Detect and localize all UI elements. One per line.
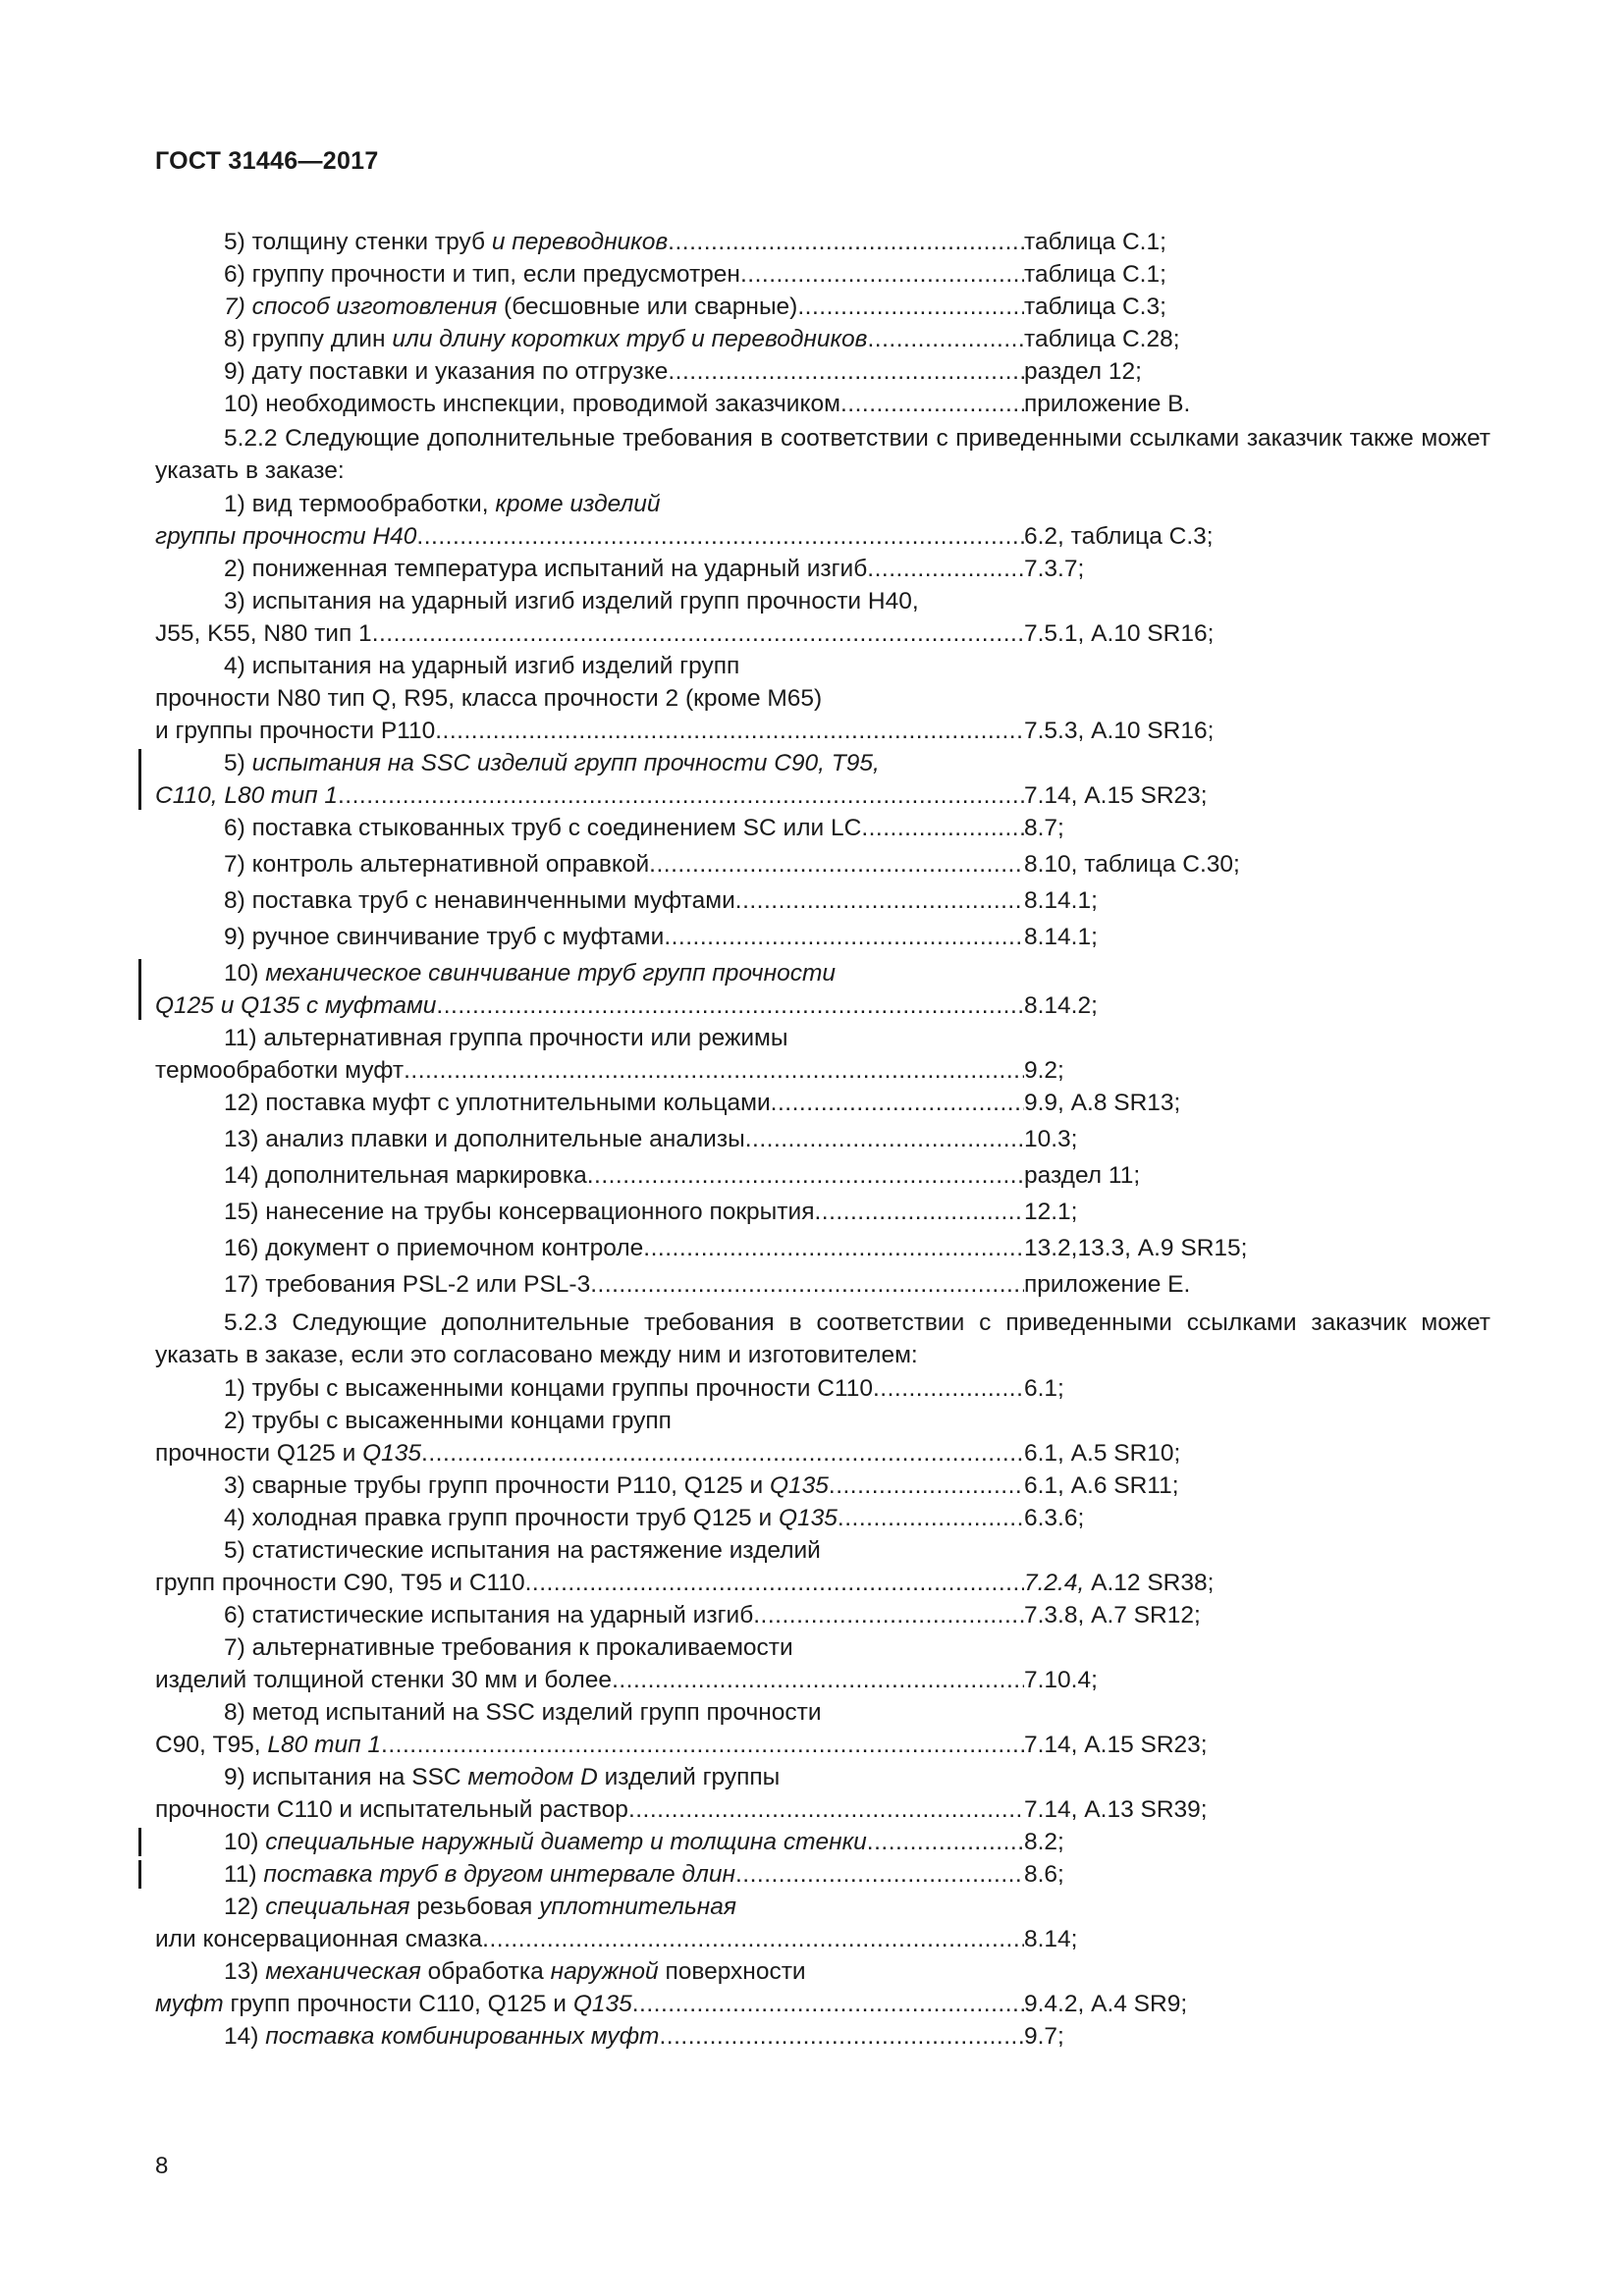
reference: приложение Е. [1024, 1271, 1191, 1298]
dot-leader [155, 1858, 1024, 1891]
list-item [155, 355, 1490, 388]
list-item [155, 1599, 1490, 1631]
list-item-line [155, 355, 1490, 388]
list-item [155, 226, 1490, 258]
list-item-text: Q125 и Q135 с муфтами [155, 992, 437, 1019]
list-item-text: прочности N80 тип Q, R95, класса прочности 2 (кроме М65) [155, 685, 823, 712]
list-item-text: 3) испытания на ударный изгиб изделий групп прочности Н40, [224, 588, 919, 614]
list-item [155, 1123, 1490, 1159]
list-item-text: 13) механическая обработка наружной поверхности [224, 1958, 806, 1985]
list-item [155, 1196, 1490, 1232]
reference: таблица С.1; [1024, 261, 1166, 288]
list-item-line [155, 553, 1490, 585]
list-item [155, 1405, 1490, 1469]
list-item-line [155, 258, 1490, 291]
list-item-line [155, 1502, 1490, 1534]
list-item-line [155, 812, 1490, 848]
list-item-line [155, 1372, 1490, 1405]
list-item-line [155, 1196, 1490, 1232]
list-item [155, 1955, 1490, 2020]
list-item [155, 1502, 1490, 1534]
list-item-line [155, 1437, 1490, 1469]
reference: 8.14.1; [1024, 924, 1098, 950]
list-item-line [155, 779, 1490, 812]
list-item [155, 1858, 1490, 1891]
list-item [155, 848, 1490, 884]
list-item-line [155, 1793, 1490, 1826]
reference: 7.5.3, А.10 SR16; [1024, 718, 1215, 744]
list-item-line [155, 1087, 1490, 1123]
list-item-line [155, 1599, 1490, 1631]
list-item [155, 2020, 1490, 2053]
order-info-list [155, 226, 1490, 420]
list-item-line [155, 1159, 1490, 1196]
list-item-text: 15) нанесение на трубы консервационного покрытия [224, 1199, 815, 1225]
dot-leader [155, 553, 1024, 585]
dot-leader [155, 921, 1024, 953]
reference: 7.10.4; [1024, 1667, 1098, 1693]
additional-requirements-list [155, 488, 1490, 1305]
reference: 12.1; [1024, 1199, 1078, 1225]
list-item-line [155, 1923, 1490, 1955]
list-item-line [155, 1268, 1490, 1305]
list-item-text: 7) способ изготовления (бесшовные или сварные) [224, 294, 798, 320]
list-item-text: 4) холодная правка групп прочности труб Q125 и Q135 [224, 1505, 838, 1531]
change-bar [138, 959, 141, 1020]
document-header: ГОСТ 31446—2017 [155, 147, 379, 175]
list-item-text: 1) трубы с высаженными концами группы прочности С110 [224, 1375, 873, 1402]
list-item-text: 2) пониженная температура испытаний на ударный изгиб [224, 556, 868, 582]
reference: 10.3; [1024, 1126, 1078, 1152]
reference: 8.7; [1024, 815, 1064, 841]
dot-leader [155, 1729, 1024, 1761]
dot-leader [155, 355, 1024, 388]
reference: 6.2, таблица С.3; [1024, 523, 1214, 550]
reference: 6.3.6; [1024, 1505, 1085, 1531]
dot-leader [155, 1923, 1024, 1955]
list-item-line [155, 1232, 1490, 1268]
list-item-text: С90, Т95, L80 тип 1 [155, 1732, 382, 1758]
list-item-text: 14) поставка комбинированных муфт [224, 2023, 660, 2050]
list-item-text: 17) требования PSL-2 или PSL-3 [224, 1271, 591, 1298]
list-item [155, 957, 1490, 1022]
list-item-text: 16) документ о приемочном контроле [224, 1235, 644, 1261]
dot-leader [155, 1232, 1024, 1264]
dot-leader [155, 1087, 1024, 1119]
dot-leader [155, 291, 1024, 323]
dot-leader [155, 1123, 1024, 1155]
reference: 7.14, А.15 SR23; [1024, 1732, 1208, 1758]
list-item-text: 3) сварные трубы групп прочности Р110, Q125 и Q135 [224, 1472, 829, 1499]
list-item-text: 12) поставка муфт с уплотнительными кольцами [224, 1090, 771, 1116]
list-item-text: 6) поставка стыкованных труб с соединением SC или LC [224, 815, 862, 841]
list-item-text: муфт групп прочности С110, Q125 и Q135 [155, 1991, 632, 2017]
clause-5-2-2: 5.2.2 Следующие дополнительные требования в соответствии с приведенными ссылками заказчик также может указать в заказе: [155, 425, 1490, 484]
dot-leader [155, 1054, 1024, 1087]
list-item [155, 1268, 1490, 1305]
dot-leader [155, 1437, 1024, 1469]
list-item-text: или консервационная смазка [155, 1926, 483, 1952]
list-item-text: С110, L80 тип 1 [155, 782, 338, 809]
list-item [155, 1232, 1490, 1268]
reference: 9.2; [1024, 1057, 1064, 1084]
reference: раздел 11; [1024, 1162, 1141, 1189]
dot-leader [155, 1793, 1024, 1826]
list-item-text: и группы прочности Р110 [155, 718, 436, 744]
dot-leader [155, 1502, 1024, 1534]
reference: 9.7; [1024, 2023, 1064, 2050]
list-item-text: термообработки муфт [155, 1057, 405, 1084]
list-item-text: 14) дополнительная маркировка [224, 1162, 587, 1189]
reference: приложение В. [1024, 391, 1191, 417]
reference: 7.3.8, А.7 SR12; [1024, 1602, 1201, 1629]
dot-leader [155, 226, 1024, 258]
list-item-text: 5) толщину стенки труб и переводников [224, 229, 669, 255]
page-number: 8 [155, 2153, 169, 2179]
list-item [155, 747, 1490, 812]
list-item-text: 2) трубы с высаженными концами групп [224, 1408, 672, 1434]
dot-leader [155, 812, 1024, 844]
list-item [155, 1696, 1490, 1761]
list-item-text: 8) поставка труб с ненавинченными муфтами [224, 887, 735, 914]
dot-leader [155, 520, 1024, 553]
dot-leader [155, 2020, 1024, 2053]
list-item [155, 1826, 1490, 1858]
dot-leader [155, 1268, 1024, 1301]
dot-leader [155, 1826, 1024, 1858]
list-item-line [155, 848, 1490, 884]
list-item [155, 323, 1490, 355]
dot-leader [155, 884, 1024, 917]
dot-leader [155, 323, 1024, 355]
reference: таблица С.1; [1024, 229, 1166, 255]
list-item [155, 884, 1490, 921]
reference: раздел 12; [1024, 358, 1142, 385]
list-item-line [155, 884, 1490, 921]
list-item-line [155, 1123, 1490, 1159]
list-item-line [155, 617, 1490, 650]
dot-leader [155, 1196, 1024, 1228]
dot-leader [155, 1988, 1024, 2020]
dot-leader [155, 617, 1024, 650]
list-item [155, 585, 1490, 650]
list-item [155, 1534, 1490, 1599]
list-item-line [155, 715, 1490, 747]
list-item-text: 10) необходимость инспекции, проводимой заказчиком [224, 391, 840, 417]
list-item-text: 8) группу длин или длину коротких труб и переводников [224, 326, 868, 352]
dot-leader [155, 848, 1024, 881]
dot-leader [155, 1664, 1024, 1696]
list-item [155, 921, 1490, 957]
list-item-text: 9) ручное свинчивание труб с муфтами [224, 924, 665, 950]
list-item [155, 291, 1490, 323]
reference: 7.2.4, А.12 SR38; [1024, 1570, 1215, 1596]
list-item [155, 388, 1490, 420]
reference: 7.14, А.13 SR39; [1024, 1796, 1208, 1823]
list-item [155, 553, 1490, 585]
list-item-text: J55, K55, N80 тип 1 [155, 620, 372, 647]
list-item [155, 1469, 1490, 1502]
list-item [155, 1631, 1490, 1696]
agreed-requirements-list [155, 1372, 1490, 2053]
list-item-text: 4) испытания на ударный изгиб изделий групп [224, 653, 740, 679]
list-item [155, 258, 1490, 291]
reference: 9.9, А.8 SR13; [1024, 1090, 1181, 1116]
list-item-text: 5) испытания на SSC изделий групп прочности С90, Т95, [224, 750, 880, 776]
list-item-text: 10) механическое свинчивание труб групп прочности [224, 960, 836, 987]
reference: 9.4.2, А.4 SR9; [1024, 1991, 1188, 2017]
dot-leader [155, 715, 1024, 747]
list-item-text: 7) контроль альтернативной оправкой [224, 851, 650, 878]
dot-leader [155, 1567, 1024, 1599]
list-item-line [155, 1826, 1490, 1858]
dot-leader [155, 1469, 1024, 1502]
change-bar [138, 1828, 141, 1856]
list-item [155, 1159, 1490, 1196]
list-item-text: 9) испытания на SSC методом D изделий группы [224, 1764, 781, 1790]
list-item-line [155, 291, 1490, 323]
list-item-line [155, 1664, 1490, 1696]
list-item-text: групп прочности С90, Т95 и С110 [155, 1570, 525, 1596]
list-item-line [155, 2020, 1490, 2053]
reference: 7.5.1, А.10 SR16; [1024, 620, 1215, 647]
list-item [155, 1022, 1490, 1087]
dot-leader [155, 989, 1024, 1022]
list-item-text: прочности Q125 и Q135 [155, 1440, 422, 1467]
document-body [155, 226, 1490, 2053]
dot-leader [155, 779, 1024, 812]
list-item-text: 6) статистические испытания на ударный изгиб [224, 1602, 754, 1629]
reference: таблица С.3; [1024, 294, 1166, 320]
list-item-text: 11) поставка труб в другом интервале длин [224, 1861, 735, 1888]
dot-leader [155, 1599, 1024, 1631]
reference: 8.14.2; [1024, 992, 1098, 1019]
list-item-line [155, 1469, 1490, 1502]
list-item-text: 6) группу прочности и тип, если предусмотрен [224, 261, 740, 288]
list-item [155, 1761, 1490, 1826]
list-item [155, 1891, 1490, 1955]
list-item-text: 12) специальная резьбовая уплотнительная [224, 1894, 736, 1920]
clause-5-2-3: 5.2.3 Следующие дополнительные требования в соответствии с приведенными ссылками заказчик может указать в заказе, если это согласовано между ним и изготовителем: [155, 1309, 1490, 1368]
dot-leader [155, 1159, 1024, 1192]
list-item-line [155, 1054, 1490, 1087]
list-item-text: группы прочности Н40 [155, 523, 417, 550]
list-item-text: 10) специальные наружный диаметр и толщина стенки [224, 1829, 867, 1855]
change-bar [138, 1860, 141, 1889]
reference: 7.14, А.15 SR23; [1024, 782, 1208, 809]
reference: 8.10, таблица С.30; [1024, 851, 1240, 878]
list-item-line [155, 323, 1490, 355]
list-item [155, 1087, 1490, 1123]
list-item-text: 9) дату поставки и указания по отгрузке [224, 358, 669, 385]
change-bar [138, 749, 141, 810]
dot-leader [155, 1372, 1024, 1405]
list-item-line [155, 989, 1490, 1022]
list-item-text: прочности С110 и испытательный раствор [155, 1796, 628, 1823]
list-item-line [155, 1729, 1490, 1761]
dot-leader [155, 388, 1024, 420]
list-item-text: 13) анализ плавки и дополнительные анализы [224, 1126, 745, 1152]
list-item-line [155, 1567, 1490, 1599]
reference: 6.1, А.6 SR11; [1024, 1472, 1179, 1499]
list-item-text: 7) альтернативные требования к прокаливаемости [224, 1634, 793, 1661]
reference: 7.3.7; [1024, 556, 1085, 582]
list-item [155, 1372, 1490, 1405]
reference: таблица С.28; [1024, 326, 1180, 352]
list-item-text: изделий толщиной стенки 30 мм и более [155, 1667, 613, 1693]
reference: 8.14.1; [1024, 887, 1098, 914]
reference: 8.2; [1024, 1829, 1064, 1855]
list-item-text: 8) метод испытаний на SSC изделий групп прочности [224, 1699, 822, 1726]
dot-leader [155, 258, 1024, 291]
reference: 13.2,13.3, А.9 SR15; [1024, 1235, 1248, 1261]
reference: 8.14; [1024, 1926, 1078, 1952]
reference: 6.1; [1024, 1375, 1064, 1402]
list-item-line [155, 520, 1490, 553]
list-item [155, 488, 1490, 553]
list-item-line [155, 1988, 1490, 2020]
list-item [155, 650, 1490, 747]
list-item-line [155, 1858, 1490, 1891]
reference: 8.6; [1024, 1861, 1064, 1888]
list-item-text: 11) альтернативная группа прочности или режимы [224, 1025, 788, 1051]
list-item [155, 812, 1490, 848]
list-item-line [155, 921, 1490, 957]
list-item-text: 1) вид термообработки, кроме изделий [224, 491, 661, 517]
list-item-line [155, 388, 1490, 420]
list-item-text: 5) статистические испытания на растяжение изделий [224, 1537, 821, 1564]
reference: 6.1, А.5 SR10; [1024, 1440, 1181, 1467]
list-item-line [155, 226, 1490, 258]
